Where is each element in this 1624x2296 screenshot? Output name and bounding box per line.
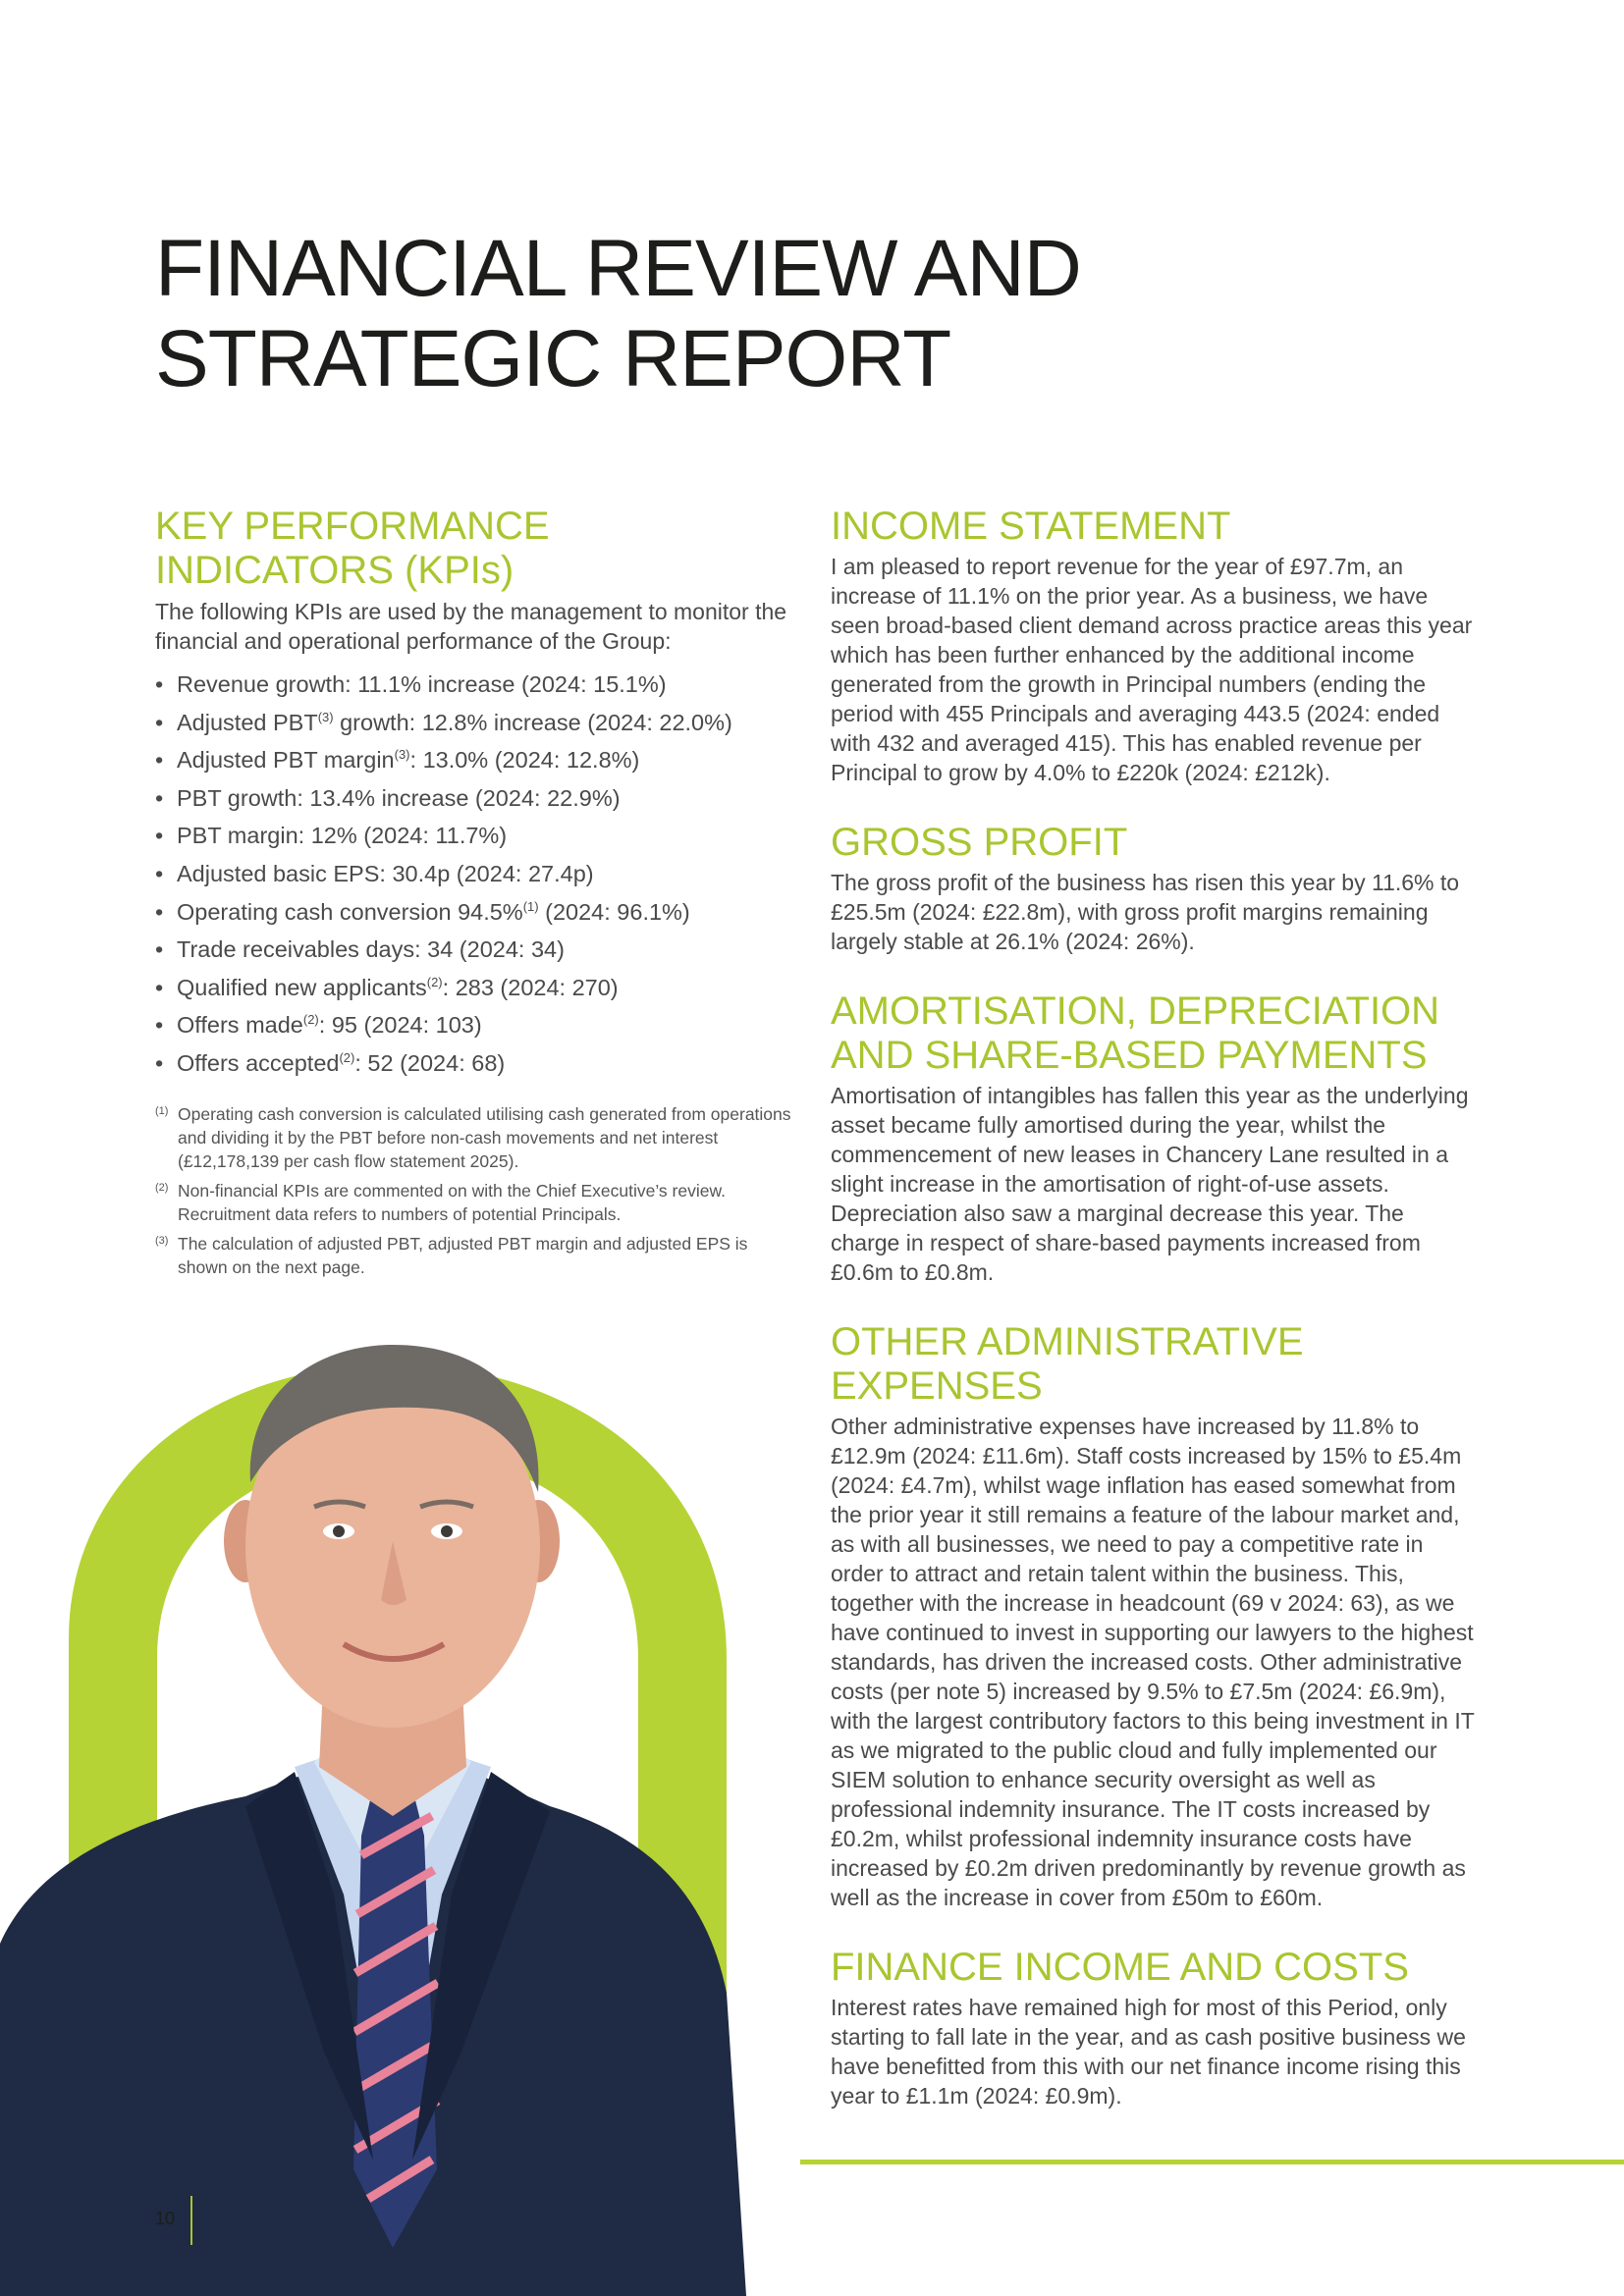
section-heading (831, 821, 1479, 865)
footnote-ref: (2) (302, 1012, 319, 1028)
page-title-line-1: FINANCIAL REVIEW AND (155, 224, 1081, 313)
kpi-item-text-cont: (2024: 96.1%) (538, 898, 690, 925)
footnote-mark: (1) (155, 1104, 169, 1117)
section-heading (831, 989, 1479, 1078)
kpi-item-text: Offers made (177, 1012, 303, 1039)
kpi-item (155, 969, 793, 1007)
section-body: Amortisation of intangibles has fallen this year as the underlying asset became fully amortised during the year, whilst the commencement of new leases in Chancery Lane resulted in a slight increase in the amortisation of right-of-use assets. Depreciation also saw a marginal decrease this year. The charge in respect of share-based payments increased from £0.6m to £0.8m. (831, 1083, 1469, 1285)
bullet-icon: • (155, 784, 164, 811)
bullet-icon: • (155, 671, 164, 697)
kpi-item-text-cont: : 95 (2024: 103) (318, 1012, 482, 1039)
footnote-ref: (1) (522, 898, 539, 914)
page-title-line-2: STRATEGIC REPORT (155, 314, 951, 403)
section-body: Interest rates have remained high for most of this Period, only starting to fall late in the year, and as cash positive business we have benefitted from this with our net finance income rising this year to £1.1m (2024: £0.9m). (831, 1995, 1466, 2109)
kpi-item-text: Qualified new applicants (177, 974, 427, 1000)
kpi-item (155, 704, 793, 742)
kpi-item (155, 666, 793, 704)
kpi-heading (155, 505, 793, 593)
section-body: The gross profit of the business has risen this year by 11.6% to £25.5m (2024: £22.8m), with gross profit margins remaining largely stable at 26.1% (2024: 26%). (831, 870, 1460, 954)
kpi-item-text-cont: : 52 (2024: 68) (354, 1049, 506, 1076)
section-heading-line-1: OTHER ADMINISTRATIVE (831, 1320, 1304, 1363)
page-number: 10 (155, 2209, 176, 2228)
section-amortisation (831, 989, 1479, 1287)
section-finance-income (831, 1946, 1479, 2110)
kpi-item-text: Operating cash conversion 94.5% (177, 898, 523, 925)
bullet-icon: • (155, 898, 164, 925)
footnote-ref: (3) (394, 747, 410, 763)
bullet-icon: • (155, 860, 164, 886)
kpi-item (155, 779, 793, 818)
kpi-heading-line-2: INDICATORS (KPIs) (155, 549, 514, 592)
kpi-item-text: PBT margin: 12% (2024: 11.7%) (177, 823, 508, 849)
footnote (155, 1102, 793, 1173)
bullet-icon: • (155, 1049, 164, 1076)
kpi-item-text-cont: : 283 (2024: 270) (442, 974, 619, 1000)
financial-sections (831, 505, 1479, 2144)
footnote-text: Operating cash conversion is calculated utilising cash generated from operations and dividing it by the PBT before non-cash movements and net interest (£12,178,139 per cash flow statement 2025). (178, 1103, 791, 1171)
footnote-mark: (3) (155, 1234, 169, 1247)
kpi-intro: The following KPIs are used by the management to monitor the financial and operational performance of the Group: (155, 599, 787, 654)
kpi-section (155, 505, 793, 1285)
page-title (155, 224, 1081, 404)
section-heading-line-1: FINANCE INCOME AND COSTS (831, 1946, 1409, 1989)
kpi-item-text: Adjusted PBT margin (177, 747, 395, 774)
kpi-item-text-cont: growth: 12.8% increase (2024: 22.0%) (333, 709, 732, 735)
divider-rule (800, 2160, 1624, 2164)
section-other-admin-expenses (831, 1320, 1479, 1912)
bullet-icon: • (155, 936, 164, 963)
kpi-item-text: Adjusted basic EPS: 30.4p (2024: 27.4p) (177, 860, 594, 886)
kpi-item-text-cont: : 13.0% (2024: 12.8%) (409, 747, 640, 774)
kpi-item-text: Revenue growth: 11.1% increase (2024: 15.1%) (177, 671, 667, 697)
kpi-item-text: PBT growth: 13.4% increase (2024: 22.9%) (177, 784, 621, 811)
footnotes (155, 1102, 793, 1279)
footnote-ref: (3) (317, 709, 334, 724)
kpi-list (155, 666, 793, 1083)
footnote-text: Non-financial KPIs are commented on with the Chief Executive’s review. Recruitment data refers to numbers of potential Principals. (178, 1180, 727, 1224)
section-income-statement (831, 505, 1479, 787)
section-heading (831, 1946, 1479, 1990)
kpi-item-text: Offers accepted (177, 1049, 340, 1076)
footnote-mark: (2) (155, 1181, 169, 1194)
kpi-item-text: Adjusted PBT (177, 709, 318, 735)
page-number-bar (190, 2196, 192, 2245)
kpi-item (155, 893, 793, 932)
section-heading-line-1: AMORTISATION, DEPRECIATION (831, 989, 1440, 1033)
footnote-text: The calculation of adjusted PBT, adjusted PBT margin and adjusted EPS is shown on the next page. (178, 1233, 748, 1277)
section-heading-line-1: GROSS PROFIT (831, 821, 1128, 864)
footnote (155, 1179, 793, 1226)
bullet-icon: • (155, 974, 164, 1000)
section-gross-profit (831, 821, 1479, 956)
kpi-item (155, 741, 793, 779)
kpi-item-text: Trade receivables days: 34 (2024: 34) (177, 936, 565, 963)
section-heading (831, 1320, 1479, 1409)
kpi-item (155, 855, 793, 893)
bullet-icon: • (155, 709, 164, 735)
bullet-icon: • (155, 747, 164, 774)
bullet-icon: • (155, 1012, 164, 1039)
kpi-item (155, 931, 793, 969)
section-heading (831, 505, 1479, 549)
section-heading-line-2: EXPENSES (831, 1364, 1043, 1408)
footnote-ref: (2) (426, 974, 443, 989)
portrait-photo (0, 1306, 815, 2296)
section-heading-line-1: INCOME STATEMENT (831, 505, 1231, 548)
kpi-item (155, 1006, 793, 1044)
kpi-item (155, 1044, 793, 1083)
bullet-icon: • (155, 823, 164, 849)
kpi-heading-line-1: KEY PERFORMANCE (155, 505, 550, 548)
section-body: I am pleased to report revenue for the year of £97.7m, an increase of 11.1% on the prior year. As a business, we have seen broad-based client demand across practice areas this year which has been further enhanced by the additional income generated from the growth in Principal numbers (ending the period with 455 Principals and averaging 443.5 (2024: ended with 432 and averaged 415). This has enabled revenue per Principal to grow by 4.0% to £220k (2024: £212k). (831, 554, 1473, 785)
section-body: Other administrative expenses have increased by 11.8% to £12.9m (2024: £11.6m). Staff costs increased by 15% to £5.4m (2024: £4.7m), whilst wage inflation has eased somewhat from the prior year it still remains a feature of the labour market and, as with all businesses, we need to pay a competitive rate in order to attract and retain talent within the business. This, together with the increase in headcount (69 v 2024: 63), as we have continued to invest in supporting our lawyers to the highest standards, has driven the increased costs. Other administrative costs (per note 5) increased by 9.5% to £7.5m (2024: £6.9m), with the largest contributory factors to this being investment in IT as we migrated to the public cloud and fully implemented our SIEM solution to enhance security oversight as well as professional indemnity insurance. The IT costs increased by £0.2m, whilst professional indemnity insurance costs have increased by £0.2m driven predominantly by revenue growth as well as the increase in cover from £50m to £60m. (831, 1414, 1475, 1910)
footnote (155, 1232, 793, 1279)
kpi-item (155, 817, 793, 855)
section-heading-line-2: AND SHARE-BASED PAYMENTS (831, 1034, 1428, 1077)
footnote-ref: (2) (339, 1049, 355, 1065)
